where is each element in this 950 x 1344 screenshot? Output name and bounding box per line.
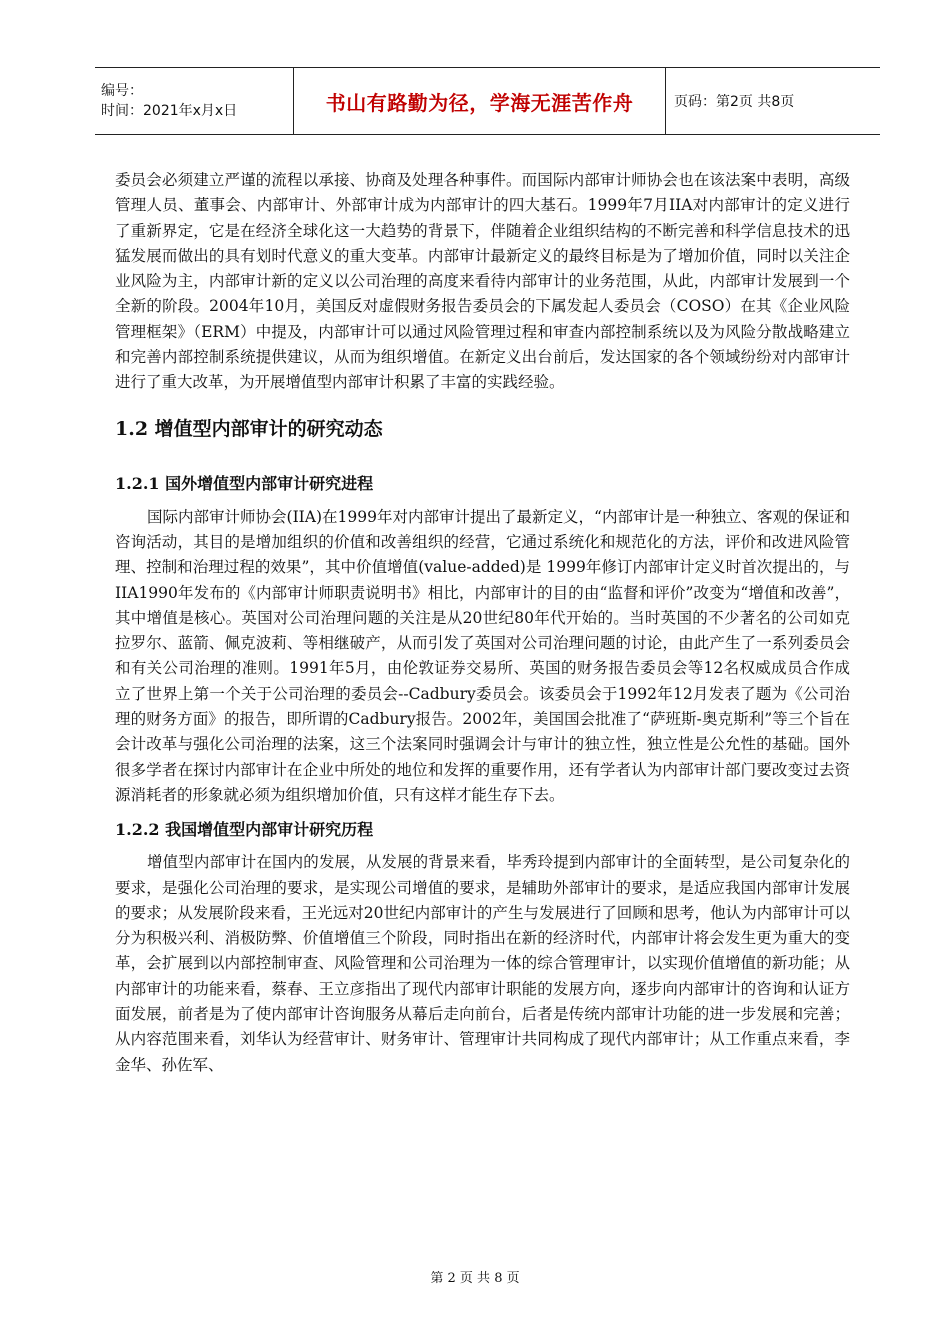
code-label: 编号： <box>101 83 143 99</box>
header-meta <box>95 68 294 134</box>
subsection-heading: 1.2.2 我国增值型内部审计研究历程 <box>115 820 374 840</box>
header-motto: 书山有路勤为径，学海无涯苦作舟 <box>294 68 666 134</box>
paragraph: 国际内部审计师协会(IIA)在1999年对内部审计提出了最新定义，“内部审计是一种独立、客观的保证和咨询活动，其目的是增加组织的价值和改善组织的经营，它通过系统化和规范化的方法，评价和改进风险管理、控制和治理过程的效果”，其中价值增值(value-added)是 1999年修订内部审计定义时首次提出的，与IIA1990年发布的《内部审计师职责说明书》相比，内部审计的目的由“监督和评价”改变为“增值和改善”，其中增值是核心。英国对公司治理问题的关注是从20世纪80年代开始的。当时英国的不少著名的公司如克拉罗尔、蓝箭、佩克波莉、等相继破产，从而引发了英国对公司治理问题的讨论，由此产生了一系列委员会和有关公司治理的准则。1991年5月，由伦敦证券交易所、英国的财务报告委员会等12名权威成员合作成立了世界上第一个关于公司治理的委员会--Cadbury委员会。该委员会于1992年12月发表了题为《公司治理的财务方面》的报告，即所谓的Cadbury报告。2002年，美国国会批准了“萨班斯-奥克斯利”等三个旨在会计改革与强化公司治理的法案，这三个法案同时强调会计与审计的独立性，独立性是公允性的基础。国外很多学者在探讨内部审计在企业中所处的地位和发挥的重要作用，还有学者认为内部审计部门要改变过去资源消耗者的形象就必须为组织增加价值，只有这样才能生存下去。 <box>115 507 850 804</box>
paragraph: 委员会必须建立严谨的流程以承接、协商及处理各种事件。而国际内部审计师协会也在该法案中表明，高级管理人员、董事会、内部审计、外部审计成为内部审计的四大基石。1999年7月IIA对内部审计的定义进行了重新界定，它是在经济全球化这一大趋势的背景下，伴随着企业组织结构的不断完善和科学信息技术的迅猛发展而做出的具有划时代意义的重大变革。内部审计最新定义的最终目标是为了增加价值，同时以关注企业风险为主，内部审计新的定义以公司治理的高度来看待内部审计的业务范围，从此，内部审计发展到一个全新的阶段。2004年10月，美国反对虚假财务报告委员会的下属发起人委员会（COSO）在其《企业风险管理框架》（ERM）中提及，内部审计可以通过风险管理过程和审查内部控制系统以及为风险分散战略建立和完善内部控制系统提供建议，从而为组织增值。在新定义出台前后，发达国家的各个领域纷纷对内部审计进行了重大改革，为开展增值型内部审计积累了丰富的实践经验。 <box>115 171 850 392</box>
paragraph: 增值型内部审计在国内的发展，从发展的背景来看，毕秀玲提到内部审计的全面转型，是公司复杂化的要求，是强化公司治理的要求，是实现公司增值的要求，是辅助外部审计的要求，是适应我国内部审计发展的要求；从发展阶段来看，王光远对20世纪内部审计的产生与发展进行了回顾和思考，他认为内部审计可以分为积极兴利、消极防弊、价值增值三个阶段，同时指出在新的经济时代，内部审计将会发生更为重大的变革，会扩展到以内部控制审查、风险管理和公司治理为一体的综合管理审计，以实现价值增值的新功能；从内部审计的功能来看，蔡春、王立彦指出了现代内部审计职能的发展方向，逐步向内部审计的咨询和认证方面发展，前者是为了使内部审计咨询服务从幕后走向前台，后者是传统内部审计功能的进一步发展和完善；从内容范围来看，刘华认为经营审计、财务审计、管理审计共同构成了现代内部审计；从工作重点来看，李金华、孙佐军、 <box>115 853 850 1074</box>
document-body <box>115 168 850 1078</box>
section-heading: 1.2 增值型内部审计的研究动态 <box>115 417 383 440</box>
subsection-heading: 1.2.1 国外增值型内部审计研究进程 <box>115 473 374 493</box>
time-label: 时间：2021年x月x日 <box>101 103 238 119</box>
page-footer: 第 2 页 共 8 页 <box>430 1271 520 1286</box>
header-page-label: 页码：第2页 共8页 <box>674 94 795 110</box>
page-header <box>95 67 880 135</box>
